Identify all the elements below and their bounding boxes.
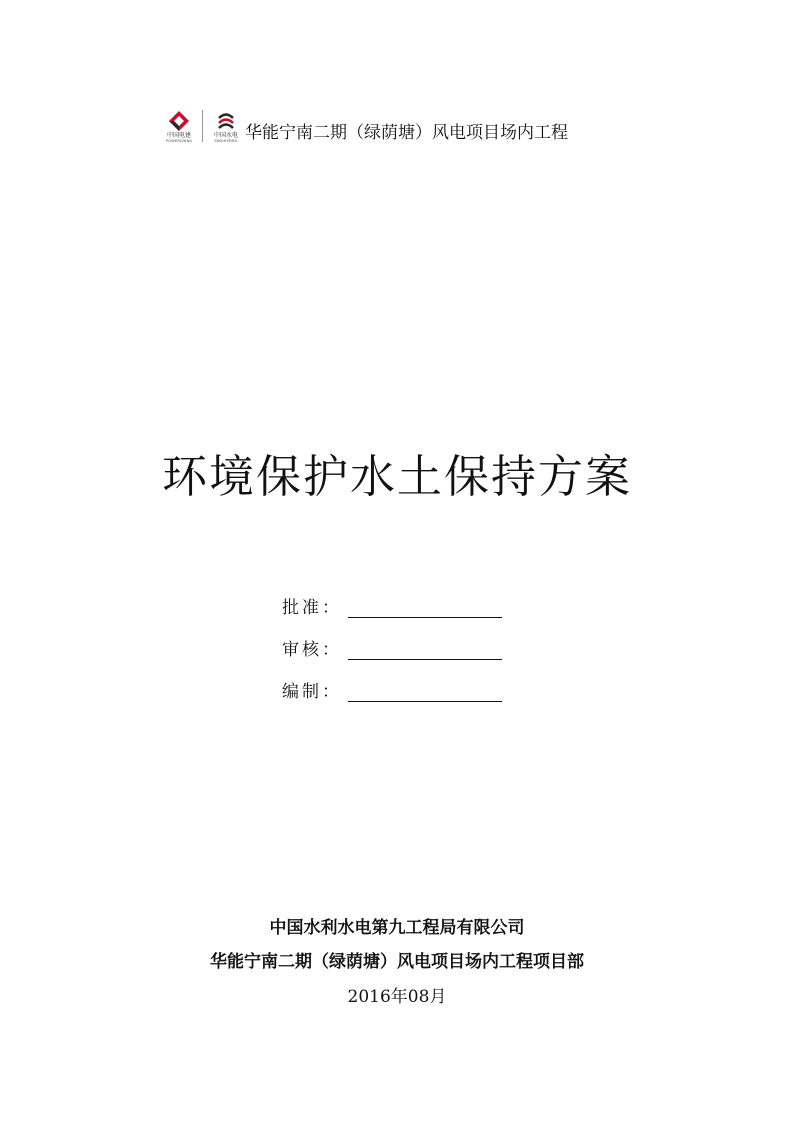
approve-signature-line (348, 599, 502, 618)
compile-label: 编制： (282, 682, 342, 702)
header-project-title: 华能宁南二期（绿荫塘）风电项目场内工程 (245, 123, 568, 143)
review-signature-line (348, 641, 502, 660)
signature-row-review (282, 638, 502, 660)
compile-signature-line (348, 683, 502, 702)
sinohydro-logo (207, 110, 245, 144)
sinohydro-emblem-icon (215, 110, 237, 132)
footer-company: 中国水利水电第九工程局有限公司 (269, 918, 525, 938)
footer-date: 2016年08月 (347, 987, 447, 1007)
powerchina-emblem-icon (168, 110, 190, 132)
sinohydro-logo-cn: 中国水电 (213, 132, 238, 139)
signature-row-approve (282, 596, 502, 618)
approve-label: 批准： (282, 598, 342, 618)
powerchina-logo (160, 110, 198, 144)
powerchina-logo-cn: 中国电建 (166, 132, 191, 139)
review-label: 审核： (282, 640, 342, 660)
sinohydro-logo-en: SINOHYDRO (214, 139, 238, 143)
logo-divider (202, 110, 203, 142)
signature-row-compile (282, 680, 502, 702)
footer-project-dept: 华能宁南二期（绿荫塘）风电项目场内工程项目部 (210, 952, 584, 972)
powerchina-logo-en: POWERCHINA (166, 139, 192, 143)
document-header (160, 104, 568, 144)
document-title: 环境保护水土保持方案 (161, 450, 632, 503)
